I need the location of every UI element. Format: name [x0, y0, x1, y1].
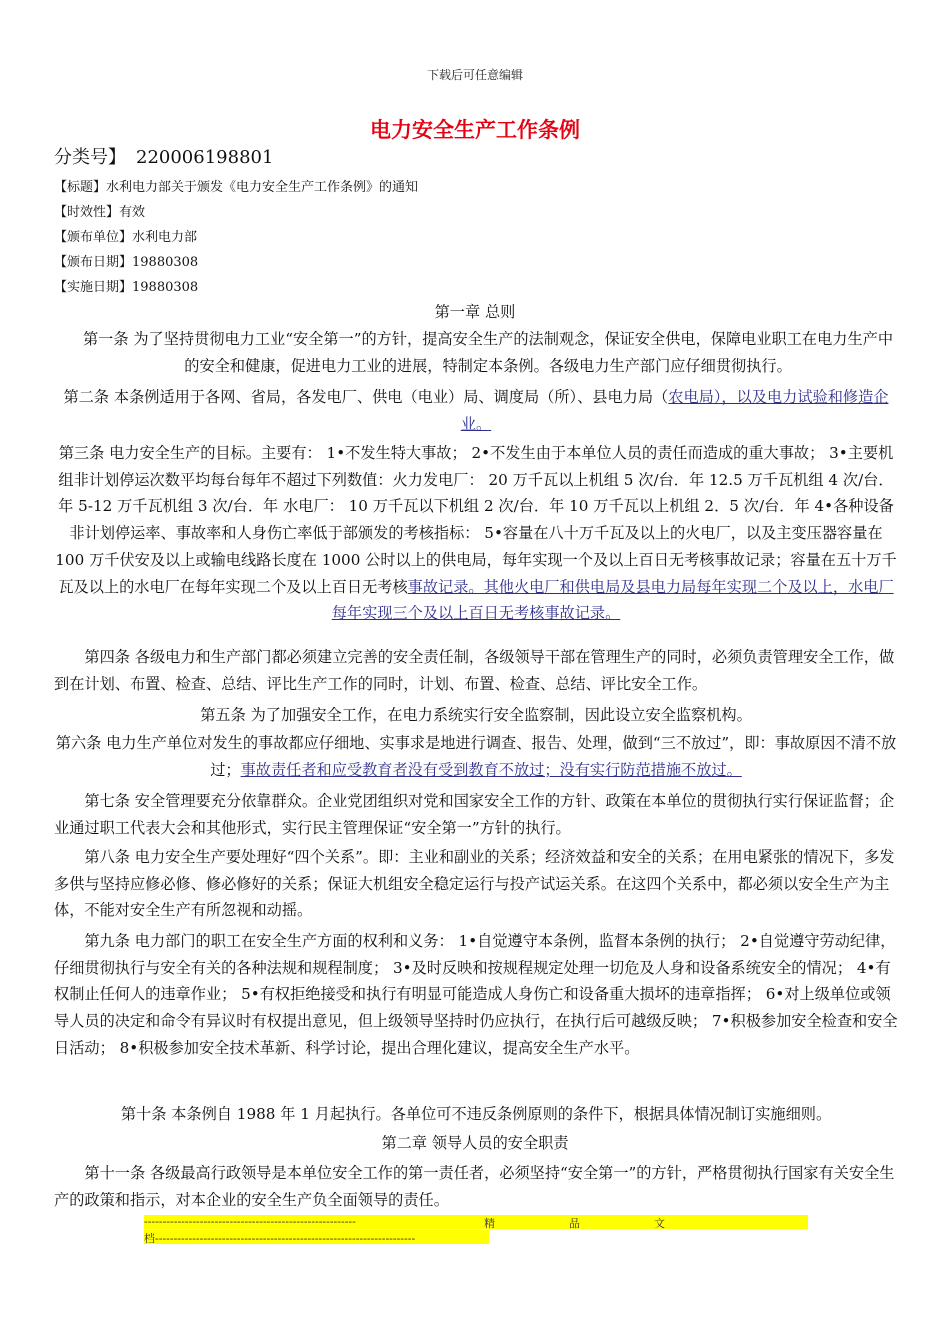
meta-key: 【颁布单位】: [54, 230, 133, 245]
article-6-text: 第六条 电力生产单位对发生的事故都应仔细地、实事求是地进行调查、报告、处理，做到“三不放过”，即：事故原因不清不放过；: [55, 734, 897, 779]
meta-value: 水利电力部: [132, 230, 198, 245]
meta-issue-date: [54, 251, 198, 270]
meta-key: 【实施日期】: [54, 280, 133, 295]
article-2: [54, 384, 898, 437]
meta-value: 19880308: [132, 255, 199, 270]
meta-value: 水利电力部关于颁发《电力安全生产工作条例》的通知: [106, 180, 419, 195]
meta-value: 19880308: [132, 280, 199, 295]
article-2-text: 第二条 本条例适用于各网、省局，各发电厂、供电（电业）局、调度局（所）、县电力局（: [63, 388, 669, 406]
classification-number: 220006198801: [136, 147, 274, 168]
footer-highlight-line-2: [144, 1230, 489, 1244]
meta-title: [54, 176, 418, 195]
footer-dashes: ---------------------------------------------------------: [144, 1215, 356, 1228]
article-4: 第四条 各级电力和生产部门都必须建立完善的安全责任制，各级领导干部在管理生产的同时，必须负责管理安全工作，做到在计划、布置、检查、总结、评比生产工作的同时，计划、布置、检查、总结、评比安全工作。: [54, 648, 895, 693]
article-3-linked-text: 事故记录。其他火电厂和供电局及县电力局每年实现二个及以上，水电厂每年实现三个及以上百日无考核事故记录。: [331, 577, 894, 623]
footer-dashes-2: 档----------------------------------------------------------------------: [144, 1232, 416, 1244]
article-1: 第一条 为了坚持贯彻电力工业“安全第一”的方针，提高安全生产的法制观念，保证安全供电，保障电业职工在电力生产中的安全和健康，促进电力工业的进展，特制定本条例。各级电力生产部门应仔细贯彻执行。: [82, 330, 894, 375]
classification-label: 分类号】: [54, 147, 126, 168]
footer-highlight-line: [144, 1215, 808, 1229]
article-3-text: 第三条 电力安全生产的目标。主要有： 1•不发生特大事故； 2•不发生由于本单位人员的责任而造成的重大事故； 3•主要机组非计划停运次数平均每台每年不超过下列数值：火力发电厂： 20 万千瓦以上机组 5 次/台．年 12.5 万千瓦机组 4 次/台．年 5-12 万千瓦机组 3 次/台．年 水电厂： 10 万千瓦以下机组 2 次/台．年 10 万千瓦以上机组 2．5 次/台．年 4•各种设备非计划停运率、事故率和人身伤亡率低于部颁发的考核指标： 5•容量在八十万千瓦及以上的火电厂，以及主变压器容量在 100 万千伏安及以上或输电线路长度在 1000 公时以上的供电局，每年实现一个及以上百日无考核事故记录；容量在五十万千瓦及以上的水电厂在每年实现二个及以上百日无考核: [55, 444, 897, 596]
footer-tag: 精品文: [484, 1217, 739, 1229]
article-9: 第九条 电力部门的职工在安全生产方面的权利和义务： 1•自觉遵守本条例，监督本条例的执行； 2•自觉遵守劳动纪律，仔细贯彻执行与安全有关的各种法规和规程制度； 3•及时反映和按规程规定处理一切危及人身和设备系统安全的情况； 4•有权制止任何人的违章作业； 5•有权拒绝接受和执行有明显可能造成人身伤亡和设备重大损坏的违章指挥； 6•对上级单位或领导人员的决定和命令有异议时有权提出意见，但上级领导坚持时仍应执行，在执行后可越级反映； 7•积极参加安全检查和安全日活动； 8•积极参加安全技术革新、科学讨论，提出合理化建议，提高安全生产水平。: [54, 932, 898, 1057]
meta-key: 【标题】: [54, 180, 107, 195]
article-7: 第七条 安全管理要充分依靠群众。企业党团组织对党和国家安全工作的方针、政策在本单位的贯彻执行实行保证监督；企业通过职工代表大会和其他形式，实行民主管理保证“安全第一”方针的执行。: [54, 792, 895, 837]
meta-value: 有效: [119, 205, 146, 220]
article-8: 第八条 电力安全生产要处理好“四个关系”。即：主业和副业的关系；经济效益和安全的关系；在用电紧张的情况下，多发多供与坚持应修必修、修必修好的关系；保证大机组安全稳定运行与投产试运关系。在这四个关系中，都必须以安全生产为主体，不能对安全生产有所忽视和动摇。: [54, 848, 895, 920]
document-title: 电力安全生产工作条例: [370, 118, 580, 142]
chapter-heading-2: 第二章 领导人员的安全职责: [381, 1134, 569, 1152]
meta-key: 【时效性】: [54, 205, 120, 220]
meta-issuer: [54, 226, 197, 245]
article-11: 第十一条 各级最高行政领导是本单位安全工作的第一责任者，必须坚持“安全第一”的方针，严格贯彻执行国家有关安全生产的政策和指示，对本企业的安全生产负全面领导的责任。: [54, 1164, 895, 1209]
article-6: [54, 730, 898, 783]
header-note: 下载后可任意编辑: [426, 68, 523, 82]
article-6-linked-text: 事故责任者和应受教育者没有受到教育不放过；没有实行防范措施不放过。: [240, 760, 742, 779]
article-5: 第五条 为了加强安全工作，在电力系统实行安全监察制，因此设立安全监察机构。: [200, 706, 752, 724]
chapter-heading-1: 第一章 总则: [434, 303, 516, 321]
meta-effective-date: [54, 276, 198, 295]
article-10: 第十条 本条例自 1988 年 1 月起执行。各单位可不违反条例原则的条件下，根据具体情况制订实施细则。: [120, 1105, 832, 1123]
classification-line: [54, 143, 273, 169]
article-2-linked-text: 农电局），以及电力试验和修造企业。: [460, 388, 889, 433]
article-3: [54, 440, 898, 627]
meta-validity: [54, 201, 145, 220]
meta-key: 【颁布日期】: [54, 255, 133, 270]
